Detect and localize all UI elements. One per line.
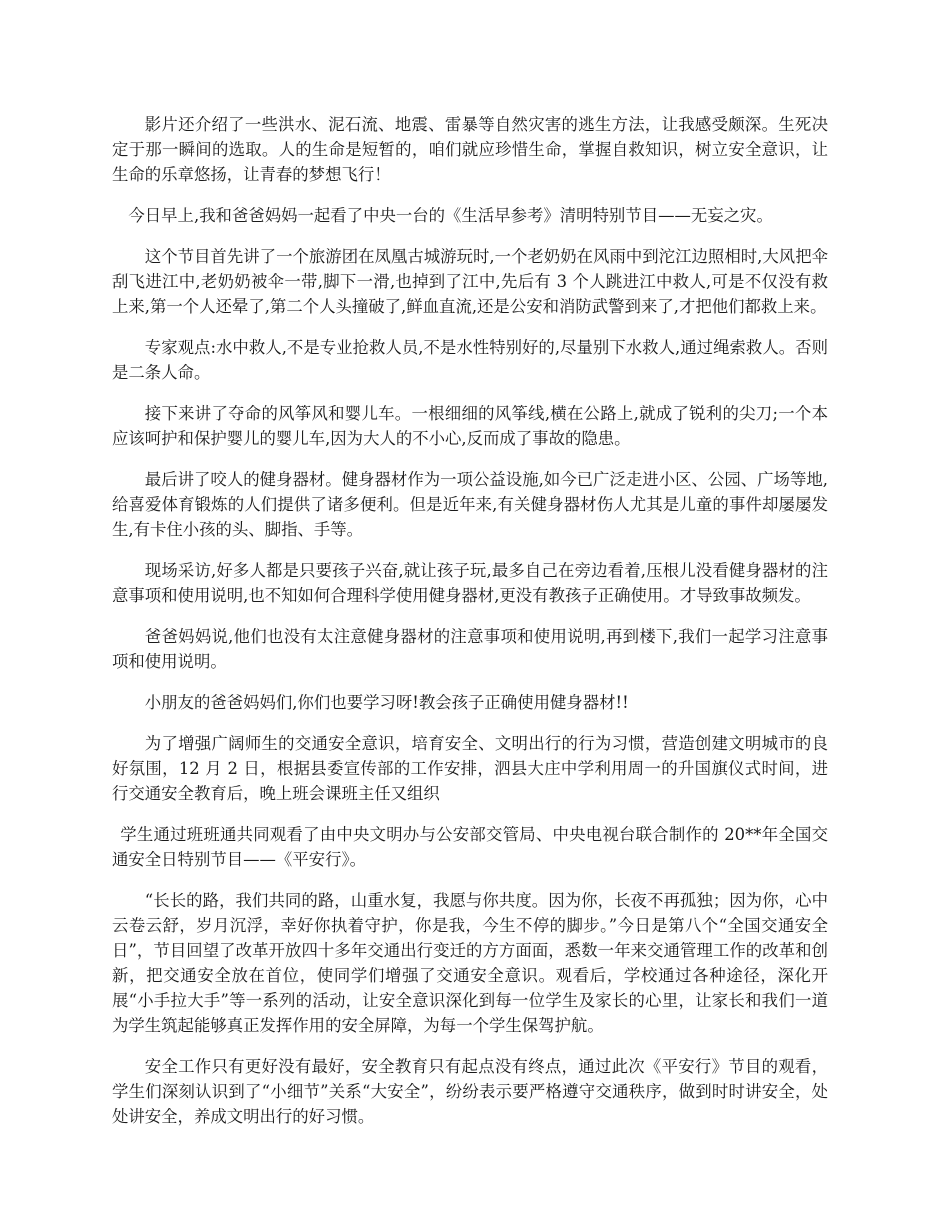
paragraph-fitness-equipment: 最后讲了咬人的健身器材。健身器材作为一项公益设施,如今已广泛走进小区、公园、广场等地,给喜爱体育锻炼的人们提供了诸多便利。但是近年来,有关健身器材伤人尤其是儿童的事件却屡屡发生,有卡住小孩的头、脚指、手等。 [112, 470, 828, 539]
paragraph-field-interview: 现场采访,好多人都是只要孩子兴奋,就让孩子玩,最多自己在旁边看着,压根儿没看健身器材的注意事项和使用说明,也不知如何合理科学使用健身器材,更没有教孩子正确使用。才导致事故频发。 [112, 561, 828, 605]
paragraph-parents-said: 爸爸妈妈说,他们也没有太注意健身器材的注意事项和使用说明,再到楼下,我们一起学习注意事项和使用说明。 [112, 627, 828, 671]
paragraph-program-intro: 今日早上,我和爸爸妈妈一起看了中央一台的《生活早参考》清明特别节目——无妄之灾。 [128, 206, 773, 225]
paragraph-safety-work: 安全工作只有更好没有最好，安全教育只有起点没有终点，通过此次《平安行》节目的观看，学生们深刻认识到了“小细节”关系“大安全”，纷纷表示要严格遵守交通秩序，做到时时讲安全，处处讲安全，养成文明出行的好习惯。 [112, 1057, 828, 1126]
paragraph-disaster-escape: 影片还介绍了一些洪水、泥石流、地震、雷暴等自然灾害的逃生方法，让我感受颇深。生死决定于那一瞬间的选取。人的生命是短暂的，咱们就应珍惜生命，掌握自救知识，树立安全意识，让生命的乐章悠扬，让青春的梦想飞行！ [112, 115, 828, 184]
paragraph-call-to-parents: 小朋友的爸爸妈妈们,你们也要学习呀!教会孩子正确使用健身器材!! [144, 693, 629, 712]
paragraph-long-road: “长长的路，我们共同的路，山重水复，我愿与你共度。因为你，长夜不再孤独；因为你，心中云卷云舒，岁月沉浮，幸好你执着守护，你是我，今生不停的脚步。”今日是第八个“全国交通安全日”，节目回望了改革开放四十多年交通出行变迁的方方面面，悉数一年来交通管理工作的改革和创新，把交通安全放在首位，使同学们增强了交通安全意识。观看后，学校通过各种途径，深化开展“小手拉大手”等一系列的活动，让安全意识深化到每一位学生及家长的心里，让家长和我们一道为学生筑起能够真正发挥作用的安全屏障，为每一个学生保驾护航。 [112, 891, 828, 1035]
document-body [112, 112, 828, 1145]
paragraph-watch-program: 学生通过班班通共同观看了由中央文明办与公安部交管局、中央电视台联合制作的 20**年全国交通安全日特别节目——《平安行》。 [112, 825, 828, 869]
paragraph-traffic-safety-education: 为了增强广阔师生的交通安全意识，培育安全、文明出行的行为习惯，营造创建文明城市的良好氛围，12 月 2 日，根据县委宣传部的工作安排，泗县大庄中学利用周一的升国旗仪式时间，进行交通安全教育后，晚上班会课班主任又组织 [112, 734, 828, 803]
paragraph-kite-and-stroller: 接下来讲了夺命的风筝风和婴儿车。一根细细的风筝线,横在公路上,就成了锐利的尖刀;一个本应该呵护和保护婴儿的婴儿车,因为大人的不小心,反而成了事故的隐患。 [112, 404, 828, 448]
paragraph-tour-group-story: 这个节目首先讲了一个旅游团在凤凰古城游玩时,一个老奶奶在风雨中到沱江边照相时,大风把伞刮飞进江中,老奶奶被伞一带,脚下一滑,也掉到了江中,先后有 3 个人跳进江中救人,可是不仅没有救上来,第一个人还晕了,第二个人头撞破了,鲜血直流,还是公安和消防武警到来了,才把他们都救上来。 [112, 247, 828, 316]
paragraph-expert-opinion: 专家观点:水中救人,不是专业抢救人员,不是水性特别好的,尽量别下水救人,通过绳索救人。否则是二条人命。 [112, 338, 828, 382]
